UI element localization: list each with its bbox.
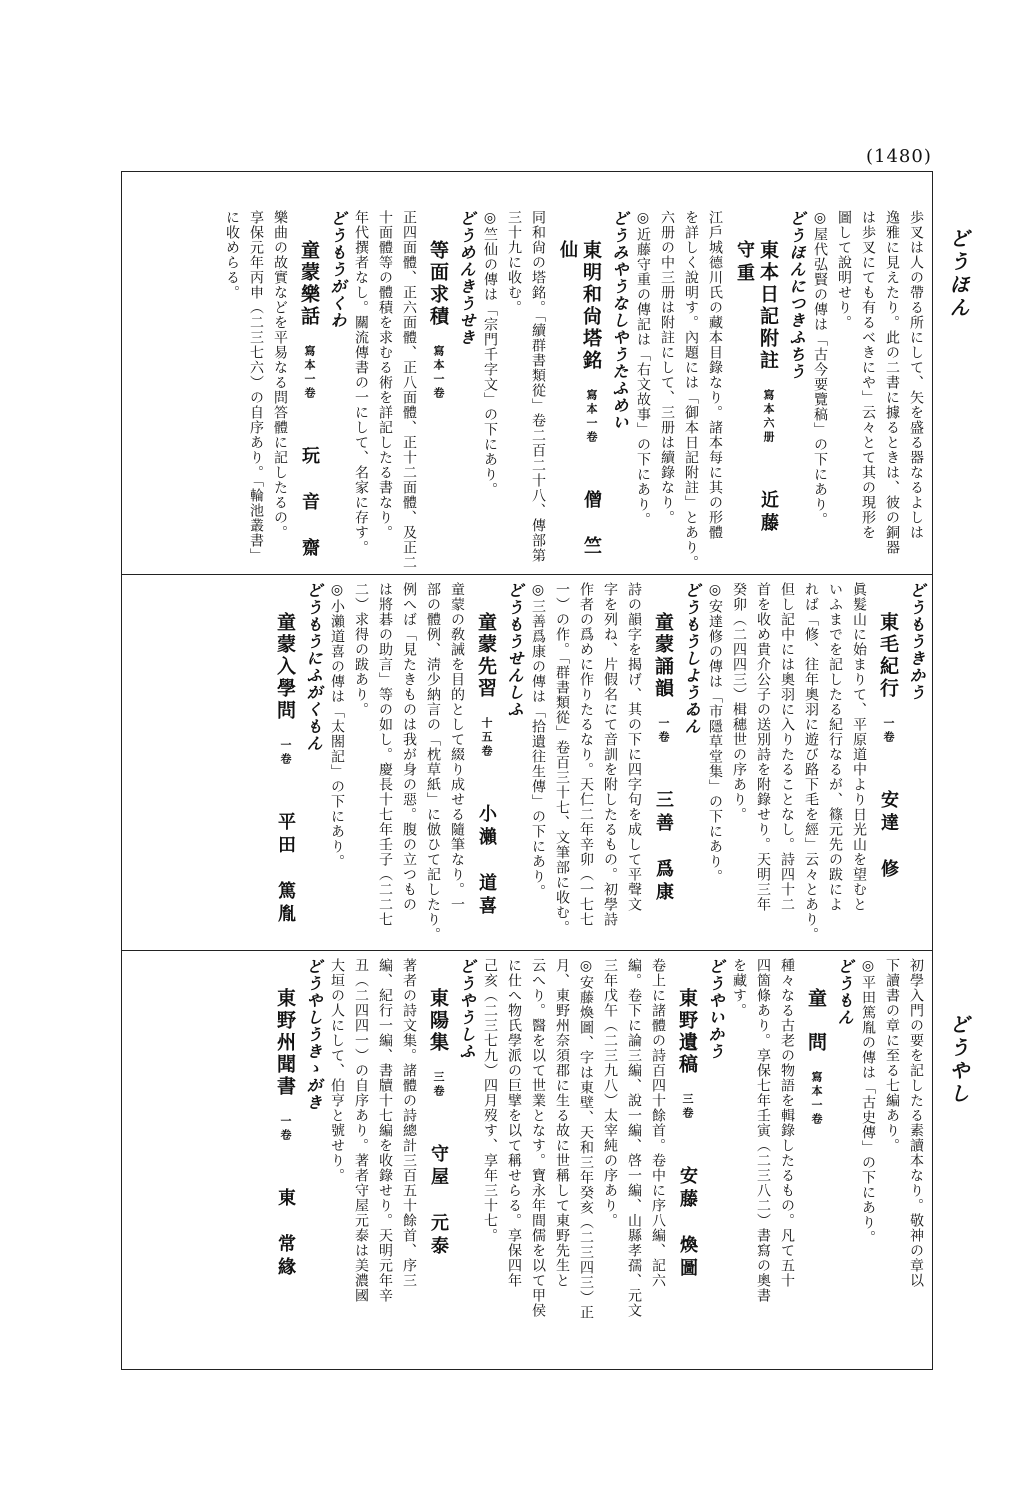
entry-body-line: 四箇條あり。享保七年壬寅（二三八二）書寫の奧書 — [755, 958, 771, 1303]
entry-title: 童蒙先習 — [475, 612, 497, 701]
entry-body-line: は將碁の助言」等の如し。慶長十七年壬子（二二七 — [377, 582, 393, 927]
entry-body-line: 但し記中には奧羽に入りたることなし。詩四十二 — [779, 582, 795, 912]
entry-reading: どうもうにふがくもん — [304, 582, 323, 752]
entry-body-line: 部の體例、淸少納言の「枕草紙」に倣ひて記したり。 — [425, 582, 441, 942]
continuation-line: ◎平田篤胤の傳は「古史傳」の下にあり。 — [860, 958, 876, 1245]
entry-body-line: 年代撰者なし。關流傳書の一にして、名家に存す。 — [353, 210, 369, 555]
continuation-line: は歩叉にても有るべきにや」云々とて其の現形を — [860, 210, 876, 540]
entry-body-line: ◎安藤煥圖、字は東壁、天和三年癸亥（二三四三）正 — [578, 958, 594, 1320]
entry-reading: どうもうせんしふ — [505, 582, 524, 718]
entry-volumes: 三卷 — [432, 1070, 445, 1099]
entry-body-line: 正四面體、正六面體、正八面體、正十二面體、及正二 — [401, 210, 417, 570]
entry-body-line: 癸卯（二四四三）楫穗世の序あり。 — [731, 582, 747, 822]
entry-body-line: いふまでを記したる紀行なるが、篠元先の跋によ — [827, 582, 843, 912]
entry-body-line: 字を列ね、片假名にて音訓を附したるもの。初學詩 — [602, 582, 618, 927]
entry-title: 童 問 — [805, 988, 827, 1055]
part-label-top: どうほん — [946, 228, 970, 320]
entry-body-line: 眞髮山に始まりて、平原道中より日光山を望むと — [851, 582, 867, 912]
continuation-line: 逸雅に見えたり。此の二書に據るときは、彼の銅器 — [884, 210, 900, 555]
entry-title: 童蒙誦韻 — [652, 612, 674, 701]
entry-title: 等面求積 — [427, 240, 449, 329]
entry-author: 東 常緣 — [275, 1187, 296, 1280]
entry-body-line: 著者の詩文集。諸體の詩總計三百五十餘首、序三 — [401, 958, 417, 1288]
entry-volumes: 寫本一卷 — [432, 344, 445, 401]
entry-title-line — [555, 210, 603, 570]
entry-title-line — [804, 958, 828, 1366]
middle-section — [126, 582, 928, 944]
entry-author: 小瀨 道喜 — [476, 803, 497, 919]
entry-author: 平田 篤胤 — [275, 811, 296, 927]
entry-reading: どうみやうなしやうたふめい — [610, 210, 629, 431]
entry-title: 童蒙樂話 — [298, 240, 320, 329]
entry-body-line: 三十九に收む。 — [506, 210, 522, 315]
entry-title: 東明和尙塔銘 — [580, 240, 602, 373]
entry-title: 童蒙入學問 — [274, 612, 296, 723]
entry-volumes: 一卷 — [279, 1114, 292, 1143]
entry-body-line: 六册の中三册は附註にして、三册は續錄なり。 — [659, 210, 675, 525]
entry-title: 東本日記附註 — [757, 240, 779, 373]
entry-title: 東陽集 — [427, 988, 449, 1055]
section-divider-2 — [121, 950, 933, 951]
entry-title-line — [297, 210, 321, 570]
entry-volumes: 十五卷 — [480, 716, 493, 759]
continuation-line: 歩叉は人の帶る所にして、矢を盛る器なるよしは — [908, 210, 924, 540]
entry-author: 安達 修 — [878, 789, 899, 882]
entry-body-line: 作者の爲めに作りたるなり。天仁二年辛卯（一七七 — [578, 582, 594, 927]
entry-body-line: 己亥（二三七九）四月歿す、享年三十七。 — [482, 958, 498, 1243]
entry-body-line: 江戶城德川氏の藏本目錄なり。諸本每に其の形體 — [707, 210, 723, 540]
bottom-section — [126, 958, 928, 1366]
entry-body-line: 大垣の人にして、伯亨と號せり。 — [329, 958, 345, 1183]
entry-body-line: 童蒙の敎誡を目的として綴り成せる隨筆なり。一 — [449, 582, 465, 912]
entry-reading: どうほんにつきふちう — [787, 210, 806, 380]
entry-body-line: 首を收め貴介公子の送別詩を附錄せり。天明三年 — [755, 582, 771, 912]
entry-title-line — [876, 582, 900, 944]
entry-body-line: 三年戊午（二三九八）太宰純の序あり。 — [602, 958, 618, 1228]
entry-author: 近藤 守重 — [734, 240, 779, 559]
entry-body-line: 樂曲の故實などを平易なる問答體に記したるの。 — [272, 210, 288, 540]
entry-reading: どうもん — [835, 958, 854, 1026]
entry-title: 東毛紀行 — [877, 612, 899, 701]
entry-body-line: れば「修、往年奧羽に遊び路下毛を經」云々とあり。 — [803, 582, 819, 942]
entry-volumes: 寫本六册 — [762, 388, 775, 445]
entry-title: 東野州聞書 — [274, 988, 296, 1099]
entry-title-line — [273, 958, 297, 1366]
entry-author: 三善 爲康 — [653, 789, 674, 905]
entry-body-line: 同和尙の塔銘。「續群書類從」卷二百二十八、傳部第 — [530, 210, 546, 563]
entry-author: 安藤 煥圖 — [677, 1165, 698, 1281]
continuation-line: ◎屋代弘賢の傳は「古今要覽稿」の下にあり。 — [812, 210, 828, 527]
entry-reading: どうめんきうせき — [457, 210, 476, 346]
entry-body-line: を詳しく說明す。內題には「御本日記附註」とあり。 — [683, 210, 699, 570]
continuation-line: 初學入門の要を記したる素讀本なり。敬神の章以 — [908, 958, 924, 1288]
entry-body-line: ◎竺仙の傳は「宗門千字文」の下にあり。 — [482, 210, 498, 497]
entry-body-line: 卷上に諸體の詩百四十餘首。卷中に序八編、記六 — [650, 958, 666, 1288]
entry-title-line — [732, 210, 780, 570]
page-number: (1480) — [866, 146, 932, 167]
entry-body-line: を藏す。 — [731, 958, 747, 1018]
entry-body-line: ◎近藤守重の傳記は「右文故事」の下にあり。 — [635, 210, 651, 527]
entry-body-line: 云へり。醫を以て世業となす。寶永年間儒を以て甲侯 — [530, 958, 546, 1318]
entry-title-line — [651, 582, 675, 944]
entry-body-line: に收めらる。 — [224, 210, 240, 300]
entry-body-line: 種々なる古老の物語を輯錄したるもの。凡て五十 — [779, 958, 795, 1288]
entry-reading: どうもうきかう — [907, 582, 926, 701]
entry-title-line — [426, 210, 450, 570]
entry-volumes: 寫本一卷 — [585, 388, 598, 445]
entry-volumes: 寫本一卷 — [303, 344, 316, 401]
section-divider-1 — [121, 574, 933, 575]
entry-volumes: 寫本一卷 — [810, 1070, 823, 1127]
entry-volumes: 三卷 — [681, 1092, 694, 1121]
entry-volumes: 一卷 — [882, 716, 895, 745]
entry-body-line: 一）の作。「群書類從」卷百三十七、文筆部に收む。 — [554, 582, 570, 935]
entry-author: 守屋 元泰 — [428, 1143, 449, 1259]
continuation-line: 圖して說明せり。 — [836, 210, 852, 330]
entry-title: 東野遺稿 — [676, 988, 698, 1077]
entry-author: 玩 音 齋 — [299, 445, 320, 561]
entry-body-line: ◎三善爲康の傳は「拾遺往生傳」の下にあり。 — [530, 582, 546, 899]
entry-title-line — [675, 958, 699, 1366]
entry-body-line: 丑（二四四一）の自序あり。著者守屋元泰は美濃國 — [353, 958, 369, 1303]
entry-reading: どうやいかう — [706, 958, 725, 1060]
entry-body-line: 十面體等の體積を求むる術を詳記したる書なり。 — [377, 210, 393, 540]
continuation-line: 下讀書の章に至る七編あり。 — [884, 958, 900, 1153]
entry-body-line: 二）求得の跋あり。 — [353, 582, 369, 717]
entry-body-line: 月、東野州奈須郡に生る故に世稱して東野先生と — [554, 958, 570, 1288]
entry-author: 僧 竺仙 — [557, 240, 602, 559]
entry-reading: どうもうしようゐん — [682, 582, 701, 735]
entry-body-line: ◎小瀨道喜の傳は「太閤記」の下にあり。 — [329, 582, 345, 869]
entry-body-line: 編、紀行一編、書牘十七編を收錄せり。天明元年辛 — [377, 958, 393, 1303]
entry-reading: どうやうしふ — [457, 958, 476, 1060]
entry-body-line: ◎安達修の傳は「市隱草堂集」の下にあり。 — [707, 582, 723, 884]
entry-body-line: 例へば「見たきものは我が身の惡。腹の立つもの — [401, 582, 417, 912]
entry-reading: どうもうがくわ — [328, 210, 347, 329]
entry-body-line: 編。卷下に論三編、說一編、啓一編、山縣孝孺、元文 — [626, 958, 642, 1318]
entry-title-line — [426, 958, 450, 1366]
part-label-bottom: どうやし — [946, 1014, 970, 1106]
entry-reading: どうやしうきゝがき — [304, 958, 323, 1111]
entry-body-line: に仕へ物氏學派の巨擘を以て稱せらる。享保四年 — [506, 958, 522, 1288]
entry-body-line: 詩の韻字を揭げ、其の下に四字句を成して平聲文 — [626, 582, 642, 912]
entry-title-line — [474, 582, 498, 944]
entry-volumes: 一卷 — [279, 738, 292, 767]
entry-title-line — [273, 582, 297, 944]
entry-volumes: 一卷 — [657, 716, 670, 745]
top-section — [126, 210, 928, 570]
entry-body-line: 享保元年丙申（二三七六）の自序あり。「輪池叢書」 — [248, 210, 264, 563]
